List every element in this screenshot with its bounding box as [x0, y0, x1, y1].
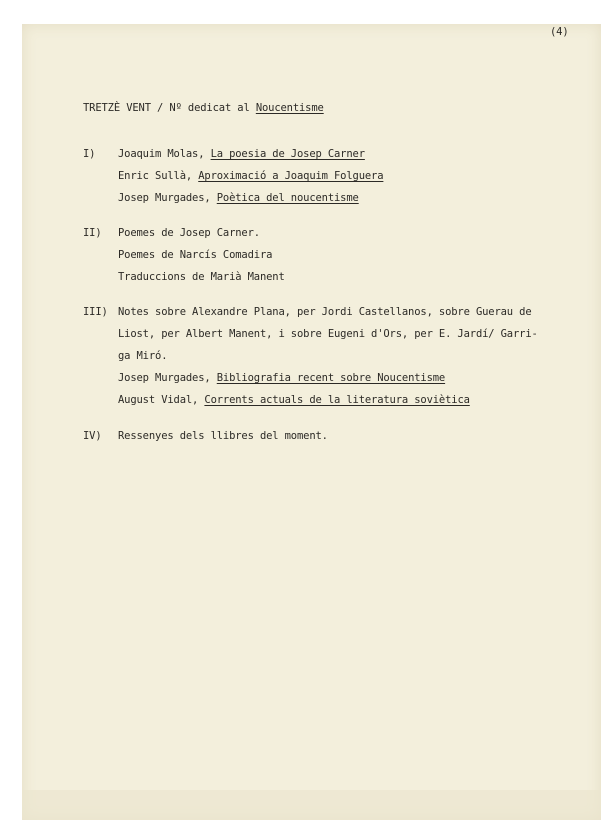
section-1-line-3 [118, 192, 359, 204]
section-numeral-2: II) [83, 227, 102, 239]
typed-page [22, 24, 601, 820]
entry-author: August Vidal, [118, 394, 205, 406]
heading-underlined: Noucentisme [255, 102, 324, 114]
section-3-wrapped-line-1: Notes sobre Alexandre Plana, per Jordi Castellanos, sobre Guerau de [118, 306, 532, 318]
section-numeral-1: I) [83, 148, 96, 160]
section-3-ref-1 [118, 372, 445, 384]
section-2-line-3: Traduccions de Marià Manent [118, 271, 285, 283]
section-3-ref-2 [118, 394, 470, 406]
paper-bottom-edge [22, 790, 601, 820]
entry-title: La poesia de Josep Carner [210, 148, 365, 160]
entry-author: Josep Murgades, [118, 192, 217, 204]
document-heading [83, 102, 324, 114]
entry-author: Enric Sullà, [118, 170, 199, 182]
heading-prefix: TRETZÈ VENT / Nº dedicat al [83, 102, 256, 114]
entry-title: Aproximació a Joaquim Folguera [198, 170, 384, 182]
entry-author: Joaquim Molas, [118, 148, 211, 160]
section-numeral-4: IV) [83, 430, 102, 442]
entry-author: Josep Murgades, [118, 372, 217, 384]
section-1-line-2 [118, 170, 383, 182]
section-3-wrapped-line-3: ga Miró. [118, 350, 168, 362]
section-2-line-1: Poemes de Josep Carner. [118, 227, 260, 239]
section-1-line-1 [118, 148, 365, 160]
section-3-wrapped-line-2: Liost, per Albert Manent, i sobre Eugeni d'Ors, per E. Jardí/ Garri- [118, 328, 538, 340]
entry-title: Bibliografia recent sobre Noucentisme [216, 372, 446, 384]
entry-title: Poètica del noucentisme [216, 192, 359, 204]
page-number: (4) [550, 26, 569, 38]
section-4-line: Ressenyes dels llibres del moment. [118, 430, 328, 442]
entry-title: Corrents actuals de la literatura soviètica [204, 394, 470, 406]
section-numeral-3: III) [83, 306, 108, 318]
section-2-line-2: Poemes de Narcís Comadira [118, 249, 273, 261]
